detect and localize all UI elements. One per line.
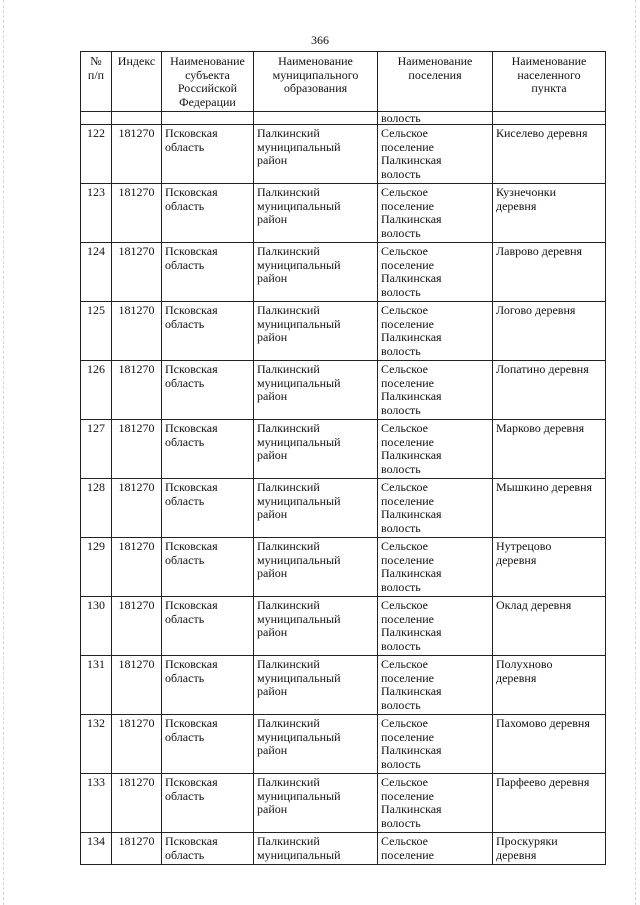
cell-locality: Киселево деревня <box>493 125 606 184</box>
localities-table <box>80 51 606 865</box>
cell-subject: Псковская область <box>162 420 254 479</box>
cell-number: 130 <box>81 597 112 656</box>
cell-subject: Псковская область <box>162 184 254 243</box>
cell-index: 181270 <box>112 184 162 243</box>
cell-locality: Мышкино деревня <box>493 479 606 538</box>
cell-number: 125 <box>81 302 112 361</box>
cell-municipality: Палкинский муниципальный район <box>254 184 378 243</box>
cell-number: 129 <box>81 538 112 597</box>
cell-locality: Логово деревня <box>493 302 606 361</box>
cell-index: 181270 <box>112 243 162 302</box>
header-locality: Наименование населенного пункта <box>493 52 606 112</box>
cell-subject: Псковская область <box>162 774 254 833</box>
cell-municipality: Палкинский муниципальный район <box>254 125 378 184</box>
cell-municipality: Палкинский муниципальный район <box>254 538 378 597</box>
cell-locality <box>493 112 606 125</box>
continuation-row <box>81 112 606 125</box>
cell-number: 122 <box>81 125 112 184</box>
table-row <box>81 125 606 184</box>
cell-municipality: Палкинский муниципальный район <box>254 715 378 774</box>
cell-number: 126 <box>81 361 112 420</box>
cell-number <box>81 112 112 125</box>
cell-locality: Пахомово деревня <box>493 715 606 774</box>
cell-subject: Псковская область <box>162 125 254 184</box>
cell-index: 181270 <box>112 479 162 538</box>
cell-municipality <box>254 112 378 125</box>
cell-index: 181270 <box>112 833 162 865</box>
cell-number: 124 <box>81 243 112 302</box>
cell-index: 181270 <box>112 302 162 361</box>
cell-index: 181270 <box>112 361 162 420</box>
cell-settlement: Сельское поселение Палкинская волость <box>378 715 493 774</box>
cell-settlement: Сельское поселение Палкинская волость <box>378 420 493 479</box>
cell-municipality: Палкинский муниципальный район <box>254 361 378 420</box>
cell-municipality: Палкинский муниципальный район <box>254 243 378 302</box>
cell-municipality: Палкинский муниципальный район <box>254 420 378 479</box>
cell-settlement: Сельское поселение Палкинская волость <box>378 302 493 361</box>
cell-number: 123 <box>81 184 112 243</box>
cell-index: 181270 <box>112 125 162 184</box>
cell-subject: Псковская область <box>162 479 254 538</box>
cell-subject: Псковская область <box>162 538 254 597</box>
cell-index: 181270 <box>112 774 162 833</box>
cell-locality: Парфеево деревня <box>493 774 606 833</box>
cell-locality: Нутрецово деревня <box>493 538 606 597</box>
scan-edge-right <box>635 0 636 905</box>
cell-index: 181270 <box>112 597 162 656</box>
header-number: № п/п <box>81 52 112 112</box>
table-header-row <box>81 52 606 112</box>
header-subject: Наименование субъекта Российской Федерации <box>162 52 254 112</box>
cell-municipality: Палкинский муниципальный <box>254 833 378 865</box>
cell-settlement: Сельское поселение Палкинская волость <box>378 361 493 420</box>
cell-locality: Кузнечонки деревня <box>493 184 606 243</box>
cell-settlement: волость <box>378 112 493 125</box>
table-row <box>81 361 606 420</box>
cell-subject: Псковская область <box>162 715 254 774</box>
table-row <box>81 302 606 361</box>
cell-subject: Псковская область <box>162 361 254 420</box>
cell-settlement: Сельское поселение Палкинская волость <box>378 184 493 243</box>
cell-locality: Лаврово деревня <box>493 243 606 302</box>
cell-municipality: Палкинский муниципальный район <box>254 656 378 715</box>
cell-index: 181270 <box>112 656 162 715</box>
header-settlement: Наименование поселения <box>378 52 493 112</box>
cell-index: 181270 <box>112 715 162 774</box>
cell-number: 133 <box>81 774 112 833</box>
table-row <box>81 774 606 833</box>
cell-index <box>112 112 162 125</box>
scan-edge-left <box>3 0 4 905</box>
cell-subject <box>162 112 254 125</box>
table-row <box>81 479 606 538</box>
table-row <box>81 243 606 302</box>
table-row <box>81 184 606 243</box>
cell-settlement: Сельское поселение Палкинская волость <box>378 597 493 656</box>
cell-settlement: Сельское поселение Палкинская волость <box>378 479 493 538</box>
cell-number: 132 <box>81 715 112 774</box>
cell-settlement: Сельское поселение Палкинская волость <box>378 538 493 597</box>
cell-municipality: Палкинский муниципальный район <box>254 302 378 361</box>
cell-number: 128 <box>81 479 112 538</box>
cell-index: 181270 <box>112 420 162 479</box>
table-row <box>81 420 606 479</box>
cell-locality: Проскуряки деревня <box>493 833 606 865</box>
cell-locality: Полухново деревня <box>493 656 606 715</box>
cell-number: 127 <box>81 420 112 479</box>
page-number: 366 <box>311 33 329 47</box>
table-row <box>81 715 606 774</box>
cell-settlement: Сельское поселение <box>378 833 493 865</box>
table-row <box>81 656 606 715</box>
cell-municipality: Палкинский муниципальный район <box>254 597 378 656</box>
cell-index: 181270 <box>112 538 162 597</box>
table-row <box>81 597 606 656</box>
cell-settlement: Сельское поселение Палкинская волость <box>378 656 493 715</box>
cell-locality: Оклад деревня <box>493 597 606 656</box>
table-row <box>81 833 606 865</box>
cell-settlement: Сельское поселение Палкинская волость <box>378 243 493 302</box>
cell-subject: Псковская область <box>162 597 254 656</box>
cell-municipality: Палкинский муниципальный район <box>254 479 378 538</box>
cell-municipality: Палкинский муниципальный район <box>254 774 378 833</box>
cell-subject: Псковская область <box>162 243 254 302</box>
table-row <box>81 538 606 597</box>
cell-settlement: Сельское поселение Палкинская волость <box>378 125 493 184</box>
cell-settlement: Сельское поселение Палкинская волость <box>378 774 493 833</box>
cell-number: 131 <box>81 656 112 715</box>
cell-locality: Марково деревня <box>493 420 606 479</box>
header-municipality: Наименование муниципального образования <box>254 52 378 112</box>
cell-locality: Лопатино деревня <box>493 361 606 420</box>
header-index: Индекс <box>112 52 162 112</box>
cell-subject: Псковская область <box>162 302 254 361</box>
cell-subject: Псковская область <box>162 656 254 715</box>
cell-number: 134 <box>81 833 112 865</box>
cell-subject: Псковская область <box>162 833 254 865</box>
